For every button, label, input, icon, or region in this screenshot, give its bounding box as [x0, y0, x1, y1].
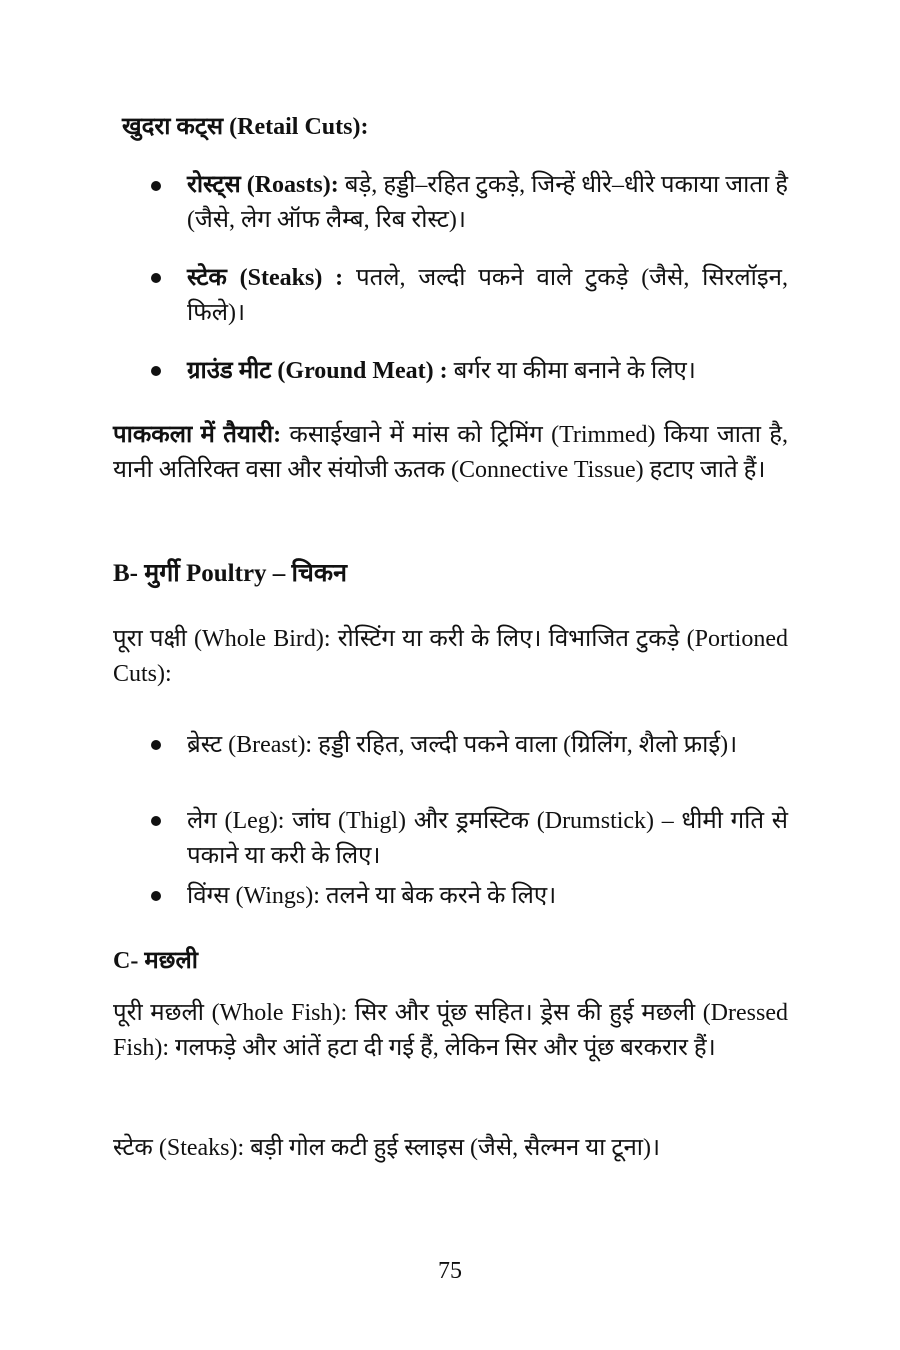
- list-item-label: रोस्ट्स (Roasts):: [187, 172, 339, 198]
- retail-cuts-heading: खुदरा कट्स (Retail Cuts):: [122, 114, 369, 140]
- list-item-breast: ब्रेस्ट (Breast): हड्डी रहित, जल्दी पकने वाला (ग्रिलिंग, शैलो फ्राई)।: [187, 732, 738, 758]
- list-item-text: बड़े, हड्डी–रहित टुकड़े, जिन्हें धीरे–धीरे पकाया जाता है (जैसे, लेग ऑफ लैम्ब, रिब रोस्ट)।: [187, 172, 788, 233]
- bullet-icon: [150, 273, 164, 287]
- fish-paragraph: पूरी मछली (Whole Fish): सिर और पूंछ सहित। ड्रेस की हुई मछली (Dressed Fish): गलफड़े और आंतें हटा दी गई हैं, लेकिन सिर और पूंछ बरकरार हैं।: [113, 1000, 788, 1061]
- bullet-icon: [150, 366, 164, 380]
- list-item-label: ग्राउंड मीट (Ground Meat) :: [187, 358, 448, 384]
- list-item-text: पतले, जल्दी पकने वाले टुकड़े (जैसे, सिरलॉइन, फिले)।: [187, 265, 788, 326]
- list-item-leg: लेग (Leg): जांघ (Thigl) और ड्रमस्टिक (Drumstick) – धीमी गति से पकाने या करी के लिए।: [187, 808, 788, 869]
- fish-heading: C- मछली: [113, 948, 198, 974]
- culinary-prep-paragraph: [113, 418, 788, 488]
- list-item-text: बर्गर या कीमा बनाने के लिए।: [447, 358, 696, 384]
- culinary-prep-text: कसाईखाने में मांस को ट्रिमिंग (Trimmed) किया जाता है, यानी अतिरिक्त वसा और संयोजी ऊतक (Connective Tissue) हटाए जाते हैं।: [113, 422, 788, 483]
- bullet-icon: [150, 740, 164, 754]
- poultry-heading: B- मुर्गी Poultry – चिकन: [113, 560, 347, 587]
- culinary-prep-label: पाककला में तैयारी:: [113, 422, 282, 448]
- fish-steaks-paragraph: स्टेक (Steaks): बड़ी गोल कटी हुई स्लाइस (जैसे, सैल्मन या टूना)।: [113, 1135, 661, 1161]
- list-item-ground-meat: [187, 354, 788, 389]
- bullet-icon: [150, 181, 164, 195]
- bullet-icon: [150, 816, 164, 830]
- bullet-icon: [150, 891, 164, 905]
- list-item-label: स्टेक (Steaks) :: [187, 265, 344, 291]
- list-item-steaks: [187, 261, 788, 331]
- list-item-wings: विंग्स (Wings): तलने या बेक करने के लिए।: [187, 883, 557, 909]
- list-item-roasts: [187, 168, 788, 238]
- poultry-intro: पूरा पक्षी (Whole Bird): रोस्टिंग या करी के लिए। विभाजित टुकड़े (Portioned Cuts):: [113, 626, 788, 687]
- page-number: 75: [438, 1258, 462, 1284]
